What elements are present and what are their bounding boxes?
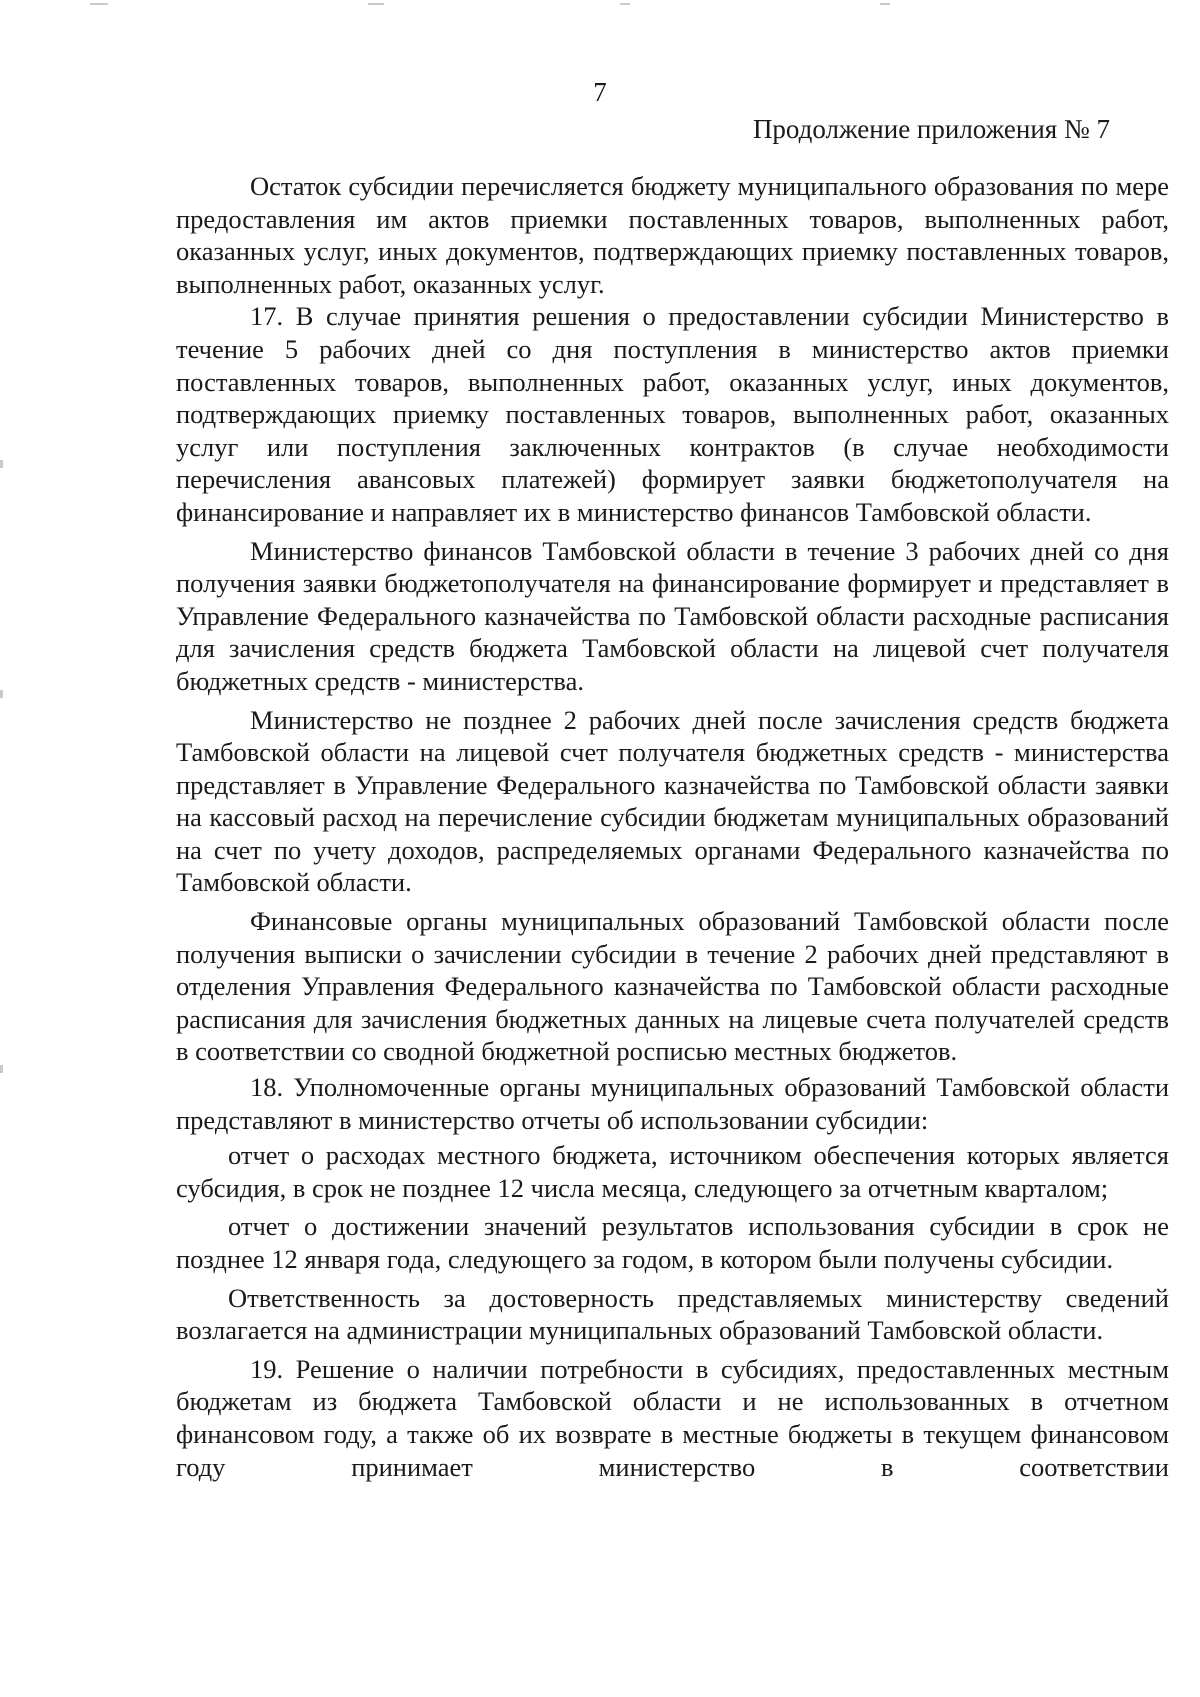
paragraph-ministry-of-finance: Министерство финансов Тамбовской области в течение 3 рабочих дней со дня получения заявки бюджетополучателя на финансирование формирует и представляет в Управление Федерального казначейства по Тамбовской области расходные расписания для зачисления средств бюджета Тамбовской области на лицевой счет получателя бюджетных средств - министерства. <box>176 535 1169 696</box>
paragraph-subsidy-remainder: Остаток субсидии перечисляется бюджету муниципального образования по мере предоставления им актов приемки поставленных товаров, выполненных работ, оказанных услуг, иных документов, подтверждающих приемку поставленных товаров, выполненных работ, оказанных услуг. <box>176 171 1169 299</box>
paragraph-expense-report: отчет о расходах местного бюджета, источником обеспечения которых является субсидия, в срок не позднее 12 числа месяца, следующего за отчетным кварталом; <box>176 1140 1169 1203</box>
paragraph-responsibility: Ответственность за достоверность представляемых министерству сведений возлагается на администрации муниципальных образований Тамбовской области. <box>176 1282 1169 1346</box>
paragraph-item-17: 17. В случае принятия решения о предоставлении субсидии Министерство в течение 5 рабочих дней со дня поступления в министерство актов приемки поставленных товаров, выполненных работ, оказанных услуг, иных документов, подтверждающих приемку поставленных товаров, выполненных работ, оказанных услуг или поступления заключенных контрактов (в случае необходимости перечисления авансовых платежей) формирует заявки бюджетополучателя на финансирование и направляет их в министерство финансов Тамбовской области. <box>176 301 1169 527</box>
paragraph-item-18: 18. Уполномоченные органы муниципальных образований Тамбовской области представляют в министерство отчеты об использовании субсидии: <box>176 1072 1169 1135</box>
scan-mark <box>0 1065 3 1073</box>
paragraph-financial-bodies: Финансовые органы муниципальных образований Тамбовской области после получения выписки о зачислении субсидии в течение 2 рабочих дней представляют в отделения Управления Федерального казначейства по Тамбовской области расходные расписания для зачисления бюджетных данных на лицевые счета получателей средств в соответствии со сводной бюджетной росписью местных бюджетов. <box>176 906 1169 1067</box>
paragraph-ministry-deadline: Министерство не позднее 2 рабочих дней после зачисления средств бюджета Тамбовской области на лицевой счет получателя бюджетных средств - министерства представляет в Управление Федерального казначейства по Тамбовской области заявки на кассовый расход на перечисление субсидии бюджетам муниципальных образований на счет по учету доходов, распределяемых органами Федерального казначейства по Тамбовской области. <box>176 704 1169 898</box>
paragraph-item-19: 19. Решение о наличии потребности в субсидиях, предоставленных местным бюджетам из бюджета Тамбовской области и не использованных в отчетном финансовом году, а также об их возврате в местные бюджеты в текущем финансовом году принимает министерство в соответствии <box>176 1353 1169 1482</box>
document-body <box>176 170 1169 1483</box>
scan-mark <box>0 460 3 468</box>
paragraph-results-report: отчет о достижении значений результатов использования субсидии в срок не позднее 12 января года, следующего за годом, в котором были получены субсидии. <box>176 1211 1169 1274</box>
scan-mark <box>620 3 630 5</box>
page-number: 7 <box>593 77 607 107</box>
appendix-continuation-label: Продолжение приложения № 7 <box>752 114 1110 144</box>
scan-mark <box>90 3 108 5</box>
scan-mark <box>880 3 890 5</box>
scan-mark <box>0 690 3 698</box>
scan-mark <box>368 3 384 5</box>
